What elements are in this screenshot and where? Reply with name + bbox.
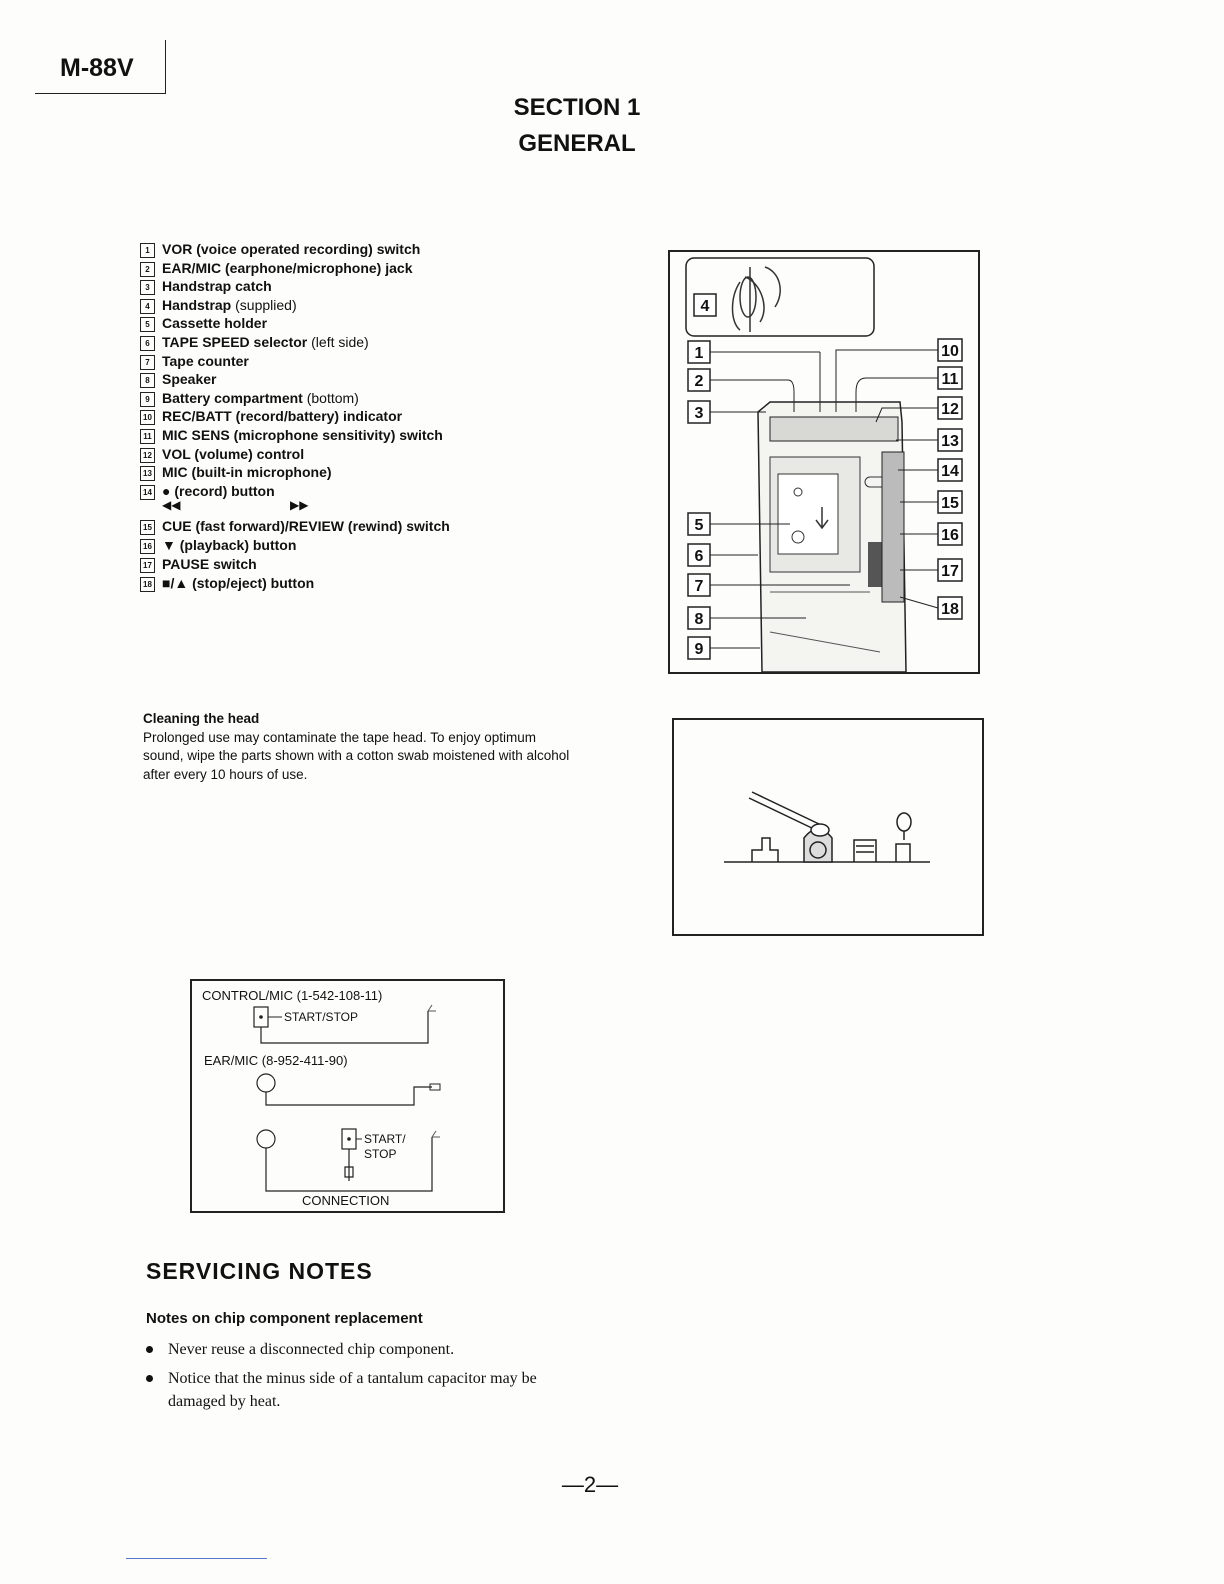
part-number: 2 — [140, 262, 155, 277]
stop-label: STOP — [364, 1147, 397, 1161]
part-number: 9 — [140, 392, 155, 407]
part-name: VOL (volume) control — [162, 445, 305, 462]
part-item — [140, 389, 640, 408]
part-item — [140, 277, 640, 296]
recorder-figure — [668, 250, 980, 674]
part-name: VOR (voice operated recording) switch — [162, 241, 421, 257]
part-number: 3 — [140, 280, 155, 295]
model-number: M-88V — [60, 54, 134, 82]
part-item — [140, 240, 640, 259]
part-name: EAR/MIC (earphone/microphone) jack — [162, 259, 413, 276]
part-item — [140, 426, 640, 445]
callout-label: 15 — [941, 495, 959, 512]
callout-label: 3 — [694, 405, 704, 422]
part-number: 1 — [140, 243, 155, 258]
callout-label: 9 — [694, 641, 704, 658]
part-item — [140, 555, 640, 574]
page-number: —2— — [561, 1472, 619, 1497]
cleaning-heading: Cleaning the head — [143, 711, 260, 726]
callout-label: 18 — [941, 601, 959, 618]
callout-label: 4 — [700, 298, 710, 315]
list-item — [146, 1338, 586, 1361]
part-name: Cassette holder — [162, 315, 268, 332]
part-note: (bottom) — [302, 389, 359, 406]
callout-label: 16 — [941, 527, 959, 544]
part-name: REC/BATT (record/battery) indicator — [162, 408, 403, 425]
part-number: 10 — [140, 410, 155, 425]
connection-illustration — [192, 981, 503, 1211]
parts-list — [140, 240, 640, 592]
part-number: 15 — [140, 520, 155, 535]
part-number: 12 — [140, 448, 155, 463]
part-item — [140, 482, 640, 501]
start-stop-label: START/STOP — [284, 1010, 359, 1024]
head-cleaning-illustration — [674, 720, 982, 934]
part-item — [140, 407, 640, 426]
start-label: START/ — [364, 1132, 406, 1146]
cleaning-section — [143, 710, 573, 784]
connection-caption: CONNECTION — [302, 1193, 390, 1208]
part-item — [140, 500, 640, 536]
part-item — [140, 574, 640, 593]
part-number: 5 — [140, 317, 155, 332]
part-number: 7 — [140, 355, 155, 370]
header-rule-horizontal — [35, 93, 166, 94]
part-item — [140, 314, 640, 333]
part-item — [140, 352, 640, 371]
part-name: CUE (fast forward)/REVIEW (rewind) switch — [162, 518, 450, 535]
callout-label: 13 — [941, 433, 959, 450]
control-mic-label: CONTROL/MIC (1-542-108-11) — [202, 988, 383, 1003]
callout-label: 6 — [694, 548, 704, 565]
part-number: 13 — [140, 466, 155, 481]
part-number: 18 — [140, 577, 155, 592]
connection-diagram — [190, 979, 505, 1213]
bullet-text: Never reuse a disconnected chip component. — [168, 1341, 455, 1358]
section-title: GENERAL — [518, 130, 636, 157]
part-number: 6 — [140, 336, 155, 351]
servicing-title: SERVICING NOTES — [146, 1258, 373, 1284]
part-item — [140, 445, 640, 464]
part-name: ■/▲ (stop/eject) button — [162, 574, 315, 591]
cleaning-text: Prolonged use may contaminate the tape head. To enjoy optimum sound, wipe the parts shown with a cotton swab moistened with alcohol after every 10 hours of use. — [143, 729, 570, 782]
part-number: 14 — [140, 485, 155, 500]
part-item — [140, 259, 640, 278]
ear-mic-label: EAR/MIC (8-952-411-90) — [204, 1053, 348, 1068]
part-item — [140, 370, 640, 389]
part-name: MIC SENS (microphone sensitivity) switch — [162, 426, 443, 443]
bullet-icon — [146, 1375, 153, 1382]
part-name: ● (record) button — [162, 482, 275, 499]
recorder-illustration — [670, 252, 978, 672]
callout-label: 7 — [694, 578, 704, 595]
section-number: SECTION 1 — [513, 94, 641, 121]
part-number: 16 — [140, 539, 155, 554]
part-number: 8 — [140, 373, 155, 388]
part-item — [140, 536, 640, 555]
bullet-icon — [146, 1346, 153, 1353]
part-name: PAUSE switch — [162, 555, 257, 572]
rewind-icon: ◀◀ — [162, 498, 181, 513]
callout-label: 10 — [941, 343, 959, 360]
head-cleaning-figure — [672, 718, 984, 936]
part-name: MIC (built-in microphone) — [162, 464, 332, 481]
servicing-subtitle: Notes on chip component replacement — [146, 1310, 423, 1327]
callout-label: 14 — [941, 463, 959, 480]
part-number: 11 — [140, 429, 155, 444]
part-name: Tape counter — [162, 352, 249, 369]
part-item — [140, 296, 640, 315]
servicing-bullets — [146, 1338, 586, 1419]
fast-forward-icon: ▶▶ — [290, 498, 309, 513]
part-name: TAPE SPEED selector — [162, 333, 308, 350]
callout-label: 5 — [694, 517, 704, 534]
part-name: Speaker — [162, 371, 217, 388]
callout-label: 11 — [941, 371, 959, 388]
part-number: 17 — [140, 558, 155, 573]
part-name: Battery compartment — [162, 389, 303, 406]
header-rule-vertical — [165, 40, 166, 94]
part-note: (left side) — [307, 333, 369, 350]
callout-label: 17 — [941, 563, 959, 580]
part-number: 4 — [140, 299, 155, 314]
list-item — [146, 1367, 586, 1413]
callout-label: 2 — [694, 373, 704, 390]
bullet-text: Notice that the minus side of a tantalum capacitor may be damaged by heat. — [168, 1370, 537, 1410]
part-item — [140, 333, 640, 352]
part-item — [140, 463, 640, 482]
callout-label: 1 — [694, 345, 704, 362]
part-name: ▼ (playback) button — [162, 537, 297, 554]
bottom-divider — [126, 1558, 267, 1559]
callout-label: 12 — [941, 401, 959, 418]
part-name: Handstrap — [162, 296, 232, 313]
part-name: Handstrap catch — [162, 278, 272, 295]
part-note: (supplied) — [231, 296, 297, 313]
callout-label: 8 — [694, 611, 704, 628]
